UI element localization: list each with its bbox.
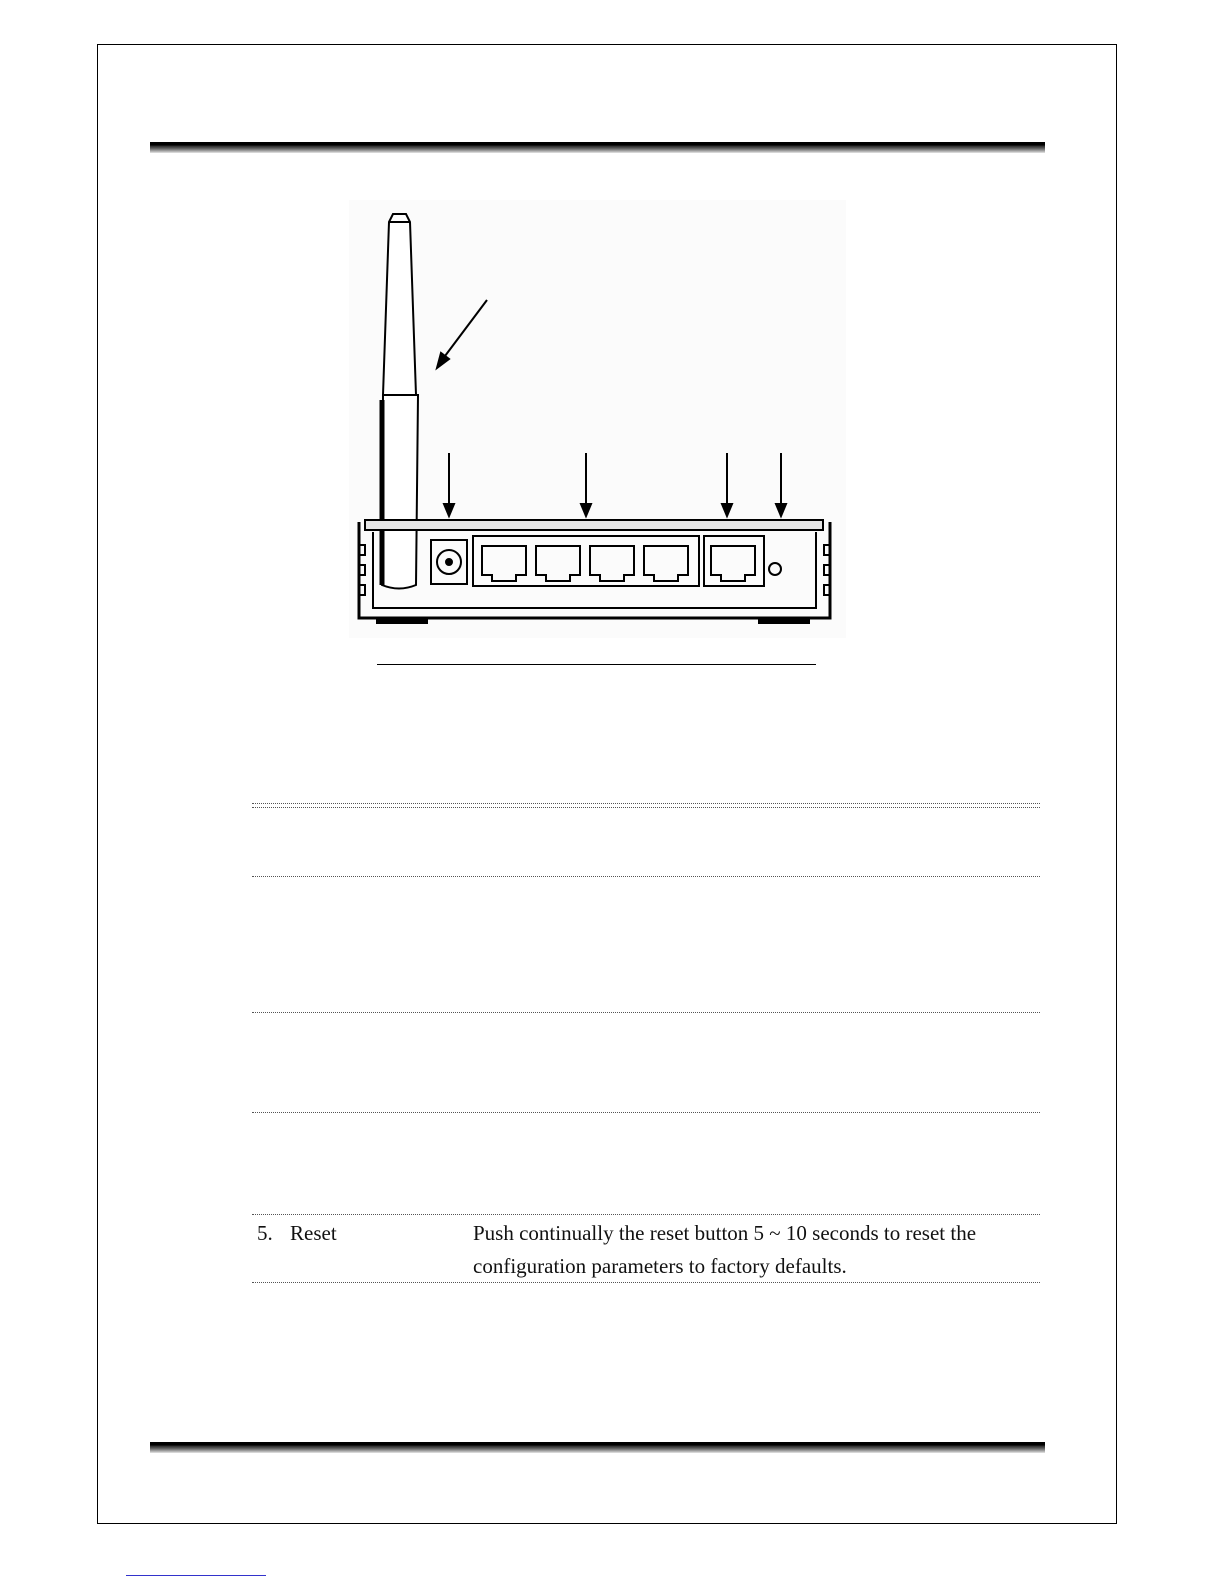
- row-description: Push continually the reset button 5 ~ 10 seconds to reset the configuration parameters to factory defaults.: [473, 1221, 977, 1278]
- table-row-divider: [252, 1012, 1040, 1013]
- table-top-border: [252, 803, 1040, 804]
- footer-rule: [150, 1442, 1045, 1453]
- row-number: 5.: [257, 1221, 273, 1245]
- table-bottom-border: [252, 1282, 1040, 1283]
- table-row-divider: [252, 1112, 1040, 1113]
- antenna-icon: [382, 214, 418, 589]
- row-label: Reset: [290, 1221, 337, 1245]
- figure-caption-rule: [377, 664, 816, 665]
- table-row-divider: [252, 876, 1040, 877]
- header-rule: [150, 142, 1045, 153]
- footer-link-underline[interactable]: [126, 1575, 266, 1576]
- router-rear-panel-diagram: [349, 200, 846, 638]
- table-row-divider: [252, 1214, 1040, 1215]
